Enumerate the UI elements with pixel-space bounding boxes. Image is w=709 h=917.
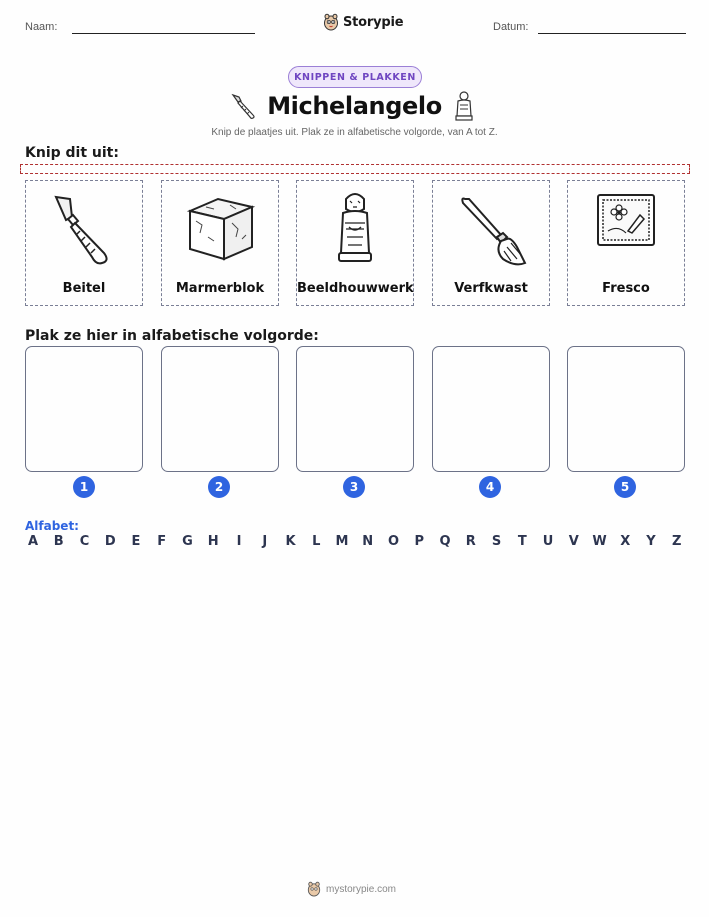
cut-heading: Knip dit uit: xyxy=(25,145,119,161)
paste-slot-1[interactable] xyxy=(25,346,143,472)
footer-url[interactable]: mystorypie.com xyxy=(326,883,397,895)
alphabet-letter: X xyxy=(620,534,631,549)
alphabet-letter: Z xyxy=(672,534,682,549)
alphabet-letter: P xyxy=(414,534,425,549)
marble-block-icon xyxy=(178,187,262,271)
slot-number-2: 2 xyxy=(208,476,230,498)
cut-card-beitel[interactable] xyxy=(25,180,143,306)
date-label: Datum: xyxy=(493,21,529,33)
card-label: Fresco xyxy=(602,281,650,296)
alphabet-letter: T xyxy=(517,534,527,549)
cut-line xyxy=(20,164,690,174)
page-title: Michelangelo xyxy=(267,92,442,120)
activity-badge: KNIPPEN & PLAKKEN xyxy=(288,66,422,88)
alphabet-letter: F xyxy=(157,534,167,549)
cut-card-beeldhouwwerk[interactable] xyxy=(296,180,414,306)
storypie-mascot-icon xyxy=(323,13,339,31)
alphabet-heading: Alfabet: xyxy=(25,519,79,533)
cut-card-verfkwast[interactable] xyxy=(432,180,550,306)
alphabet-letter: B xyxy=(53,534,64,549)
paste-slot-4[interactable] xyxy=(432,346,550,472)
slot-number-1: 1 xyxy=(73,476,95,498)
alphabet-letter: Q xyxy=(439,534,451,549)
alphabet-letter: A xyxy=(27,534,39,549)
card-label: Beitel xyxy=(62,281,106,296)
card-label: Beeldhouwwerk xyxy=(297,281,414,296)
alphabet-letter: S xyxy=(491,534,502,549)
date-line[interactable] xyxy=(538,33,686,34)
fresco-icon xyxy=(584,187,668,271)
paste-slot-3[interactable] xyxy=(296,346,414,472)
alphabet-letter: G xyxy=(182,534,193,549)
paste-slot-5[interactable] xyxy=(567,346,685,472)
paste-heading: Plak ze hier in alfabetische volgorde: xyxy=(25,328,319,344)
footer xyxy=(307,881,396,897)
sculpture-icon xyxy=(313,187,397,271)
name-label: Naam: xyxy=(25,21,58,33)
slot-number-5: 5 xyxy=(614,476,636,498)
instructions: Knip de plaatjes uit. Plak ze in alfabetische volgorde, van A tot Z. xyxy=(211,127,498,138)
cut-card-marmerblok[interactable] xyxy=(161,180,279,306)
cut-card-fresco[interactable] xyxy=(567,180,685,306)
alphabet-letter: C xyxy=(79,534,90,549)
alphabet-letter: N xyxy=(362,534,374,549)
card-label: Verfkwast xyxy=(454,281,528,296)
alphabet-letter: K xyxy=(285,534,296,549)
alphabet-letter: I xyxy=(236,534,242,549)
slot-number-3: 3 xyxy=(343,476,365,498)
alphabet-letter: D xyxy=(104,534,116,549)
slot-number-4: 4 xyxy=(479,476,501,498)
alphabet-letter: Y xyxy=(646,534,656,549)
alphabet-letter: L xyxy=(312,534,321,549)
paintbrush-icon xyxy=(449,187,533,271)
alphabet-row xyxy=(25,534,685,549)
alphabet-letter: V xyxy=(568,534,579,549)
chisel-icon xyxy=(42,187,126,271)
alphabet-letter: M xyxy=(335,534,349,549)
title-statue-icon xyxy=(453,90,475,122)
alphabet-letter: J xyxy=(262,534,268,549)
paste-slot-2[interactable] xyxy=(161,346,279,472)
alphabet-letter: W xyxy=(592,534,607,549)
storypie-mascot-icon xyxy=(307,881,321,897)
name-line[interactable] xyxy=(72,33,255,34)
card-label: Marmerblok xyxy=(175,281,265,296)
alphabet-letter: H xyxy=(207,534,219,549)
alphabet-letter: R xyxy=(465,534,476,549)
alphabet-letter: U xyxy=(542,534,554,549)
brand-logo xyxy=(323,13,403,31)
alphabet-letter: E xyxy=(131,534,141,549)
brand-name: Storypie xyxy=(343,14,404,30)
alphabet-letter: O xyxy=(387,534,400,549)
